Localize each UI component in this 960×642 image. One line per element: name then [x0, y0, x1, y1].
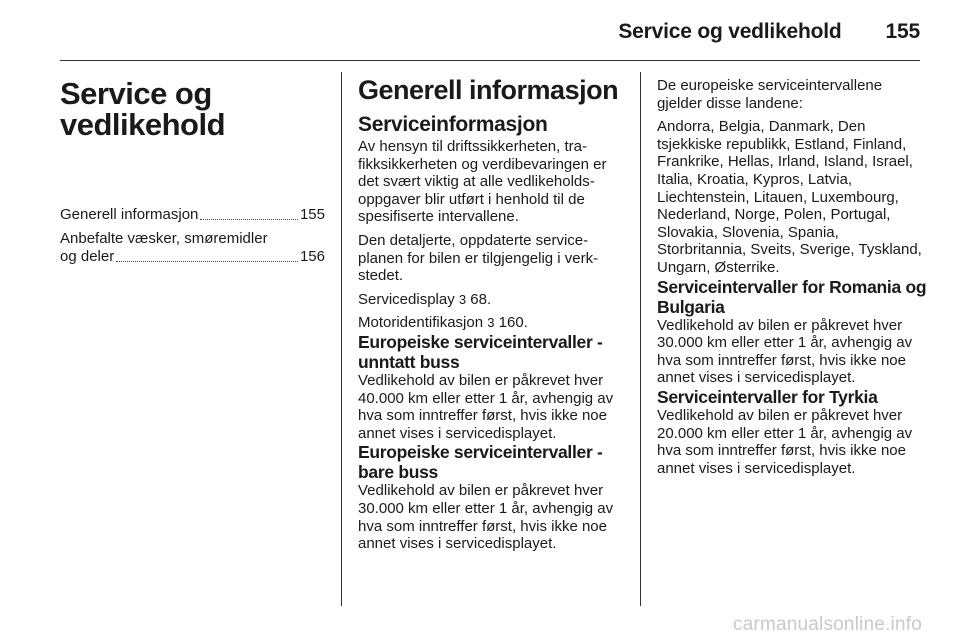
toc-entry-page: 155 [299, 206, 325, 223]
cross-reference[interactable] [358, 314, 624, 332]
table-of-contents [60, 206, 325, 266]
subsection-heading: Europeiske serviceintervaller - bare buss [358, 442, 603, 483]
watermark: carmanualsonline.info [732, 614, 922, 635]
subsection-heading: Europeiske serviceintervaller - unntatt buss [358, 331, 603, 372]
subsection-heading: Serviceintervaller for Tyrkia [657, 386, 878, 407]
subsection-heading: Serviceintervaller for Romania og Bulgaria [657, 276, 927, 317]
running-header-title: Service og vedlikehold [618, 20, 842, 43]
paragraph: De europeiske serviceintervallene gjelder disse landene: [657, 77, 883, 112]
chapter-title: Service og vedlikehold [60, 76, 226, 142]
running-header [618, 20, 920, 44]
column-divider-1 [341, 72, 342, 606]
paragraph: Vedlikehold av bilen er påkrevet hver 30.000 km eller etter 1 år, avhengig av hva som inntreffer først, hvis ikke noe annet vises i servicedisplayet. [657, 316, 913, 387]
column-divider-2 [640, 72, 641, 606]
subheading: Serviceinformasjon [358, 113, 548, 136]
toc-entry[interactable] [60, 206, 325, 224]
paragraph: Den detaljerte, oppdaterte service- planen for bilen er tilgjengelig i verk- stedet. [358, 231, 599, 285]
toc-leader-dots [116, 261, 298, 262]
toc-entry-title: Generell informasjon [60, 206, 199, 223]
xref-text: Motoridentifikasjon [358, 314, 484, 332]
page-ref-icon: 3 [458, 291, 467, 307]
header-rule [60, 60, 920, 61]
paragraph: Vedlikehold av bilen er påkrevet hver 20.000 km eller etter 1 år, avhengig av hva som inntreffer først, hvis ikke noe annet vises i servicedisplayet. [657, 406, 913, 477]
xref-text: Servicedisplay [358, 290, 455, 308]
page-ref-icon: 3 [487, 315, 495, 331]
page-number: 155 [885, 20, 920, 43]
toc-leader-dots [200, 219, 298, 220]
country-list: Andorra, Belgia, Danmark, Den tsjekkiske republikk, Estland, Finland, Frankrike, Hellas, Irland, Island, Israel, Italia, Kroatia, Kypros, Latvia, Liechtenstein, Litauen, Luxembourg, Nederland, Norge, Polen, Portugal, Slovakia, Slovenia, Spania, Storbritannia, Sveits, Sverige, Tyskland, Ungarn, Østerrike. [657, 118, 922, 276]
cross-reference[interactable] [358, 291, 624, 309]
toc-entry-page: 156 [299, 248, 325, 265]
xref-page: 160. [498, 314, 528, 332]
section-heading: Generell informasjon [358, 75, 619, 105]
left-column [60, 70, 325, 266]
toc-entry-title-line1: Anbefalte væsker, smøremidler [60, 230, 268, 247]
paragraph: Vedlikehold av bilen er påkrevet hver 30.000 km eller etter 1 år, avhengig av hva som inntreffer først, hvis ikke noe annet vises i servicedisplayet. [358, 482, 614, 553]
paragraph: Vedlikehold av bilen er påkrevet hver 40.000 km eller etter 1 år, avhengig av hva som inntreffer først, hvis ikke noe annet vises i servicedisplayet. [358, 371, 614, 442]
middle-column [358, 70, 624, 553]
xref-page: 68. [470, 290, 492, 308]
toc-entry-title-line2: og deler [60, 248, 115, 265]
right-column [657, 77, 927, 477]
toc-entry[interactable] [60, 230, 325, 266]
paragraph: Av hensyn til driftssikkerheten, tra- fikksikkerheten og verdibevaringen er det svært viktig at alle vedlikeholds- oppgaver blir utført i henhold til de spesifiserte intervallene. [358, 138, 607, 226]
